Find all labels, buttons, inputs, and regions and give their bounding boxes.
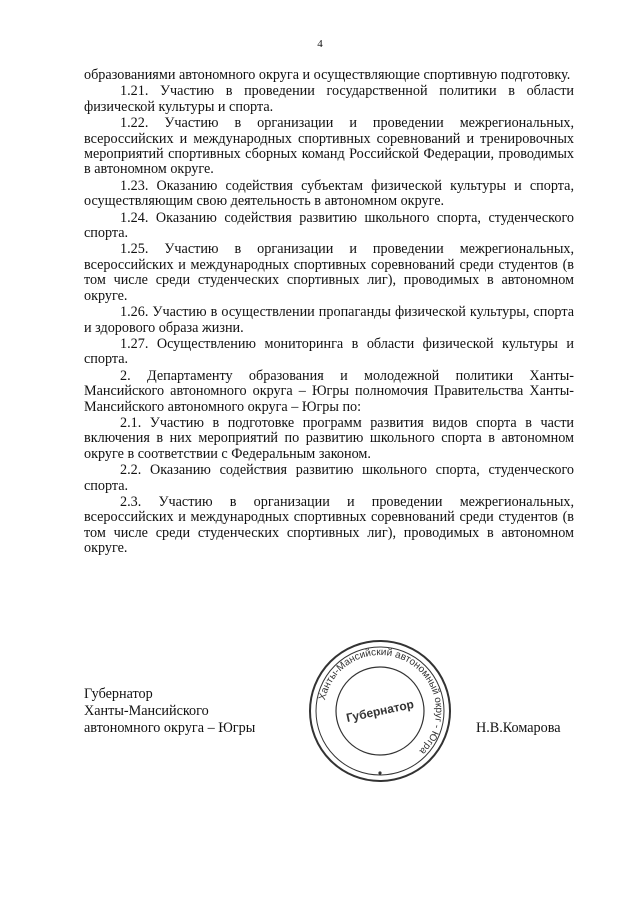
paragraph: 2.2. Оказанию содействия развитию школьного спорта, студенческого спорта.: [84, 462, 574, 494]
paragraph: 2. Департаменту образования и молодежной политики Ханты-Мансийского автономного округа – Югры полномочия Правительства Ханты-Мансийского автономного округа – Югры по:: [84, 367, 574, 415]
paragraph: образованиями автономного округа и осуществляющие спортивную подготовку.: [84, 67, 571, 83]
paragraph: 1.25. Участию в организации и проведении межрегиональных, всероссийских и международных спортивных соревнований среди студентов (в том числе среди студенческих спортивных лиг), проводимых в автономном округе.: [84, 241, 574, 304]
paragraph: 1.22. Участию в организации и проведении межрегиональных, всероссийских и международных спортивных соревнований и тренировочных мероприятий спортивных сборных команд Российской Федерации, проводимых в автономном округе.: [84, 115, 574, 178]
paragraph: 2.3. Участию в организации и проведении межрегиональных, всероссийских и международных спортивных соревнований среди студентов (в том числе среди студенческих спортивных лиг), проводимых в автономном округе.: [84, 493, 574, 557]
page-number: 4: [317, 38, 323, 50]
document-body: [84, 68, 574, 558]
official-seal: [305, 636, 455, 786]
seal-center-text: Губернатор: [344, 697, 416, 725]
paragraph: 1.27. Осуществлению мониторинга в области физической культуры и спорта.: [84, 335, 574, 368]
paragraph: 1.21. Участию в проведении государственной политики в области физической культуры и спорта.: [84, 83, 574, 115]
signatory-title: [84, 686, 255, 737]
signatory-title-line: Губернатор: [84, 686, 153, 702]
signatory-title-line: автономного округа – Югры: [84, 720, 256, 736]
seal-ring-text: Ханты-Мансийский автономный округ - Югра: [317, 646, 445, 757]
signatory-title-line: Ханты-Мансийского: [84, 703, 209, 719]
signatory-name: Н.В.Комарова: [476, 720, 561, 736]
paragraph: 1.23. Оказанию содействия субъектам физической культуры и спорта, осуществляющим свою деятельность в автономном округе.: [84, 177, 574, 210]
paragraph: 2.1. Участию в подготовке программ развития видов спорта в части включения в них мероприятий по развитию школьного спорта в автономном округе в соответствии с Федеральным законом.: [84, 414, 574, 462]
paragraph: 1.26. Участию в осуществлении пропаганды физической культуры, спорта и здорового образа жизни.: [84, 304, 574, 336]
svg-text:Ханты-Мансийский автономный ок: [317, 647, 444, 757]
paragraph: 1.24. Оказанию содействия развитию школьного спорта, студенческого спорта.: [84, 209, 574, 242]
seal-star-icon: [378, 771, 381, 774]
